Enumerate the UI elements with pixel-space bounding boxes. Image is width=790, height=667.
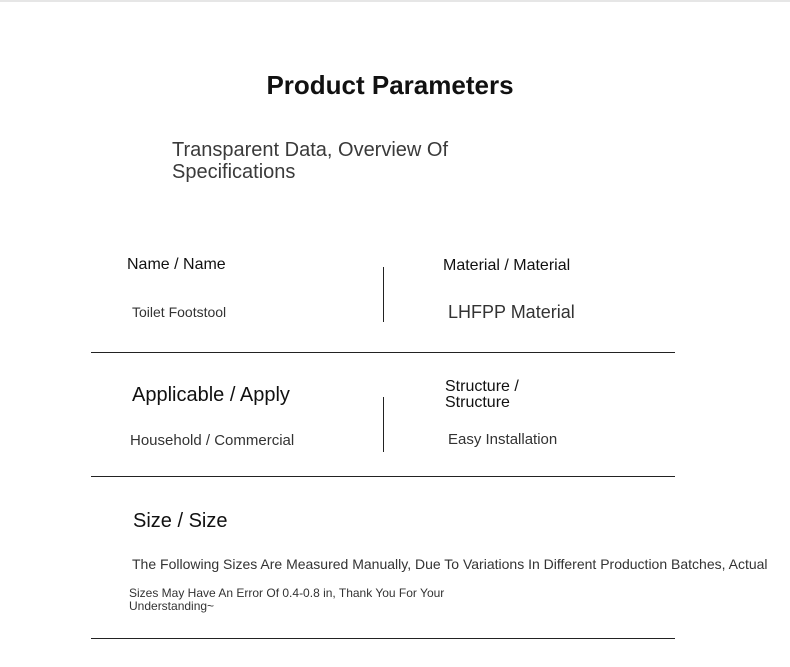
size-note-line2: Sizes May Have An Error Of 0.4-0.8 in, Thank You For Your Understanding~ [129,586,445,613]
name-label: Name / Name [127,256,226,273]
structure-value: Easy Installation [448,431,558,448]
name-value: Toilet Footstool [132,304,227,320]
applicable-value: Household / Commercial [130,432,295,449]
material-value: LHFPP Material [448,302,575,322]
top-border [0,0,790,2]
applicable-label: Applicable / Apply [132,384,290,406]
row-divider [91,352,675,353]
column-divider [383,267,384,322]
page-title: Product Parameters [266,70,514,100]
page-subtitle: Transparent Data, Overview Of Specifications [172,139,449,183]
row-divider [91,476,675,477]
structure-label [445,379,519,411]
structure-label-line2: Structure [445,394,510,411]
row-divider [91,638,675,639]
column-divider [383,397,384,452]
size-note-line1: The Following Sizes Are Measured Manually, Due To Variations In Different Production Batches, Actual [132,556,768,572]
structure-label-line1: Structure / [445,378,519,395]
material-label: Material / Material [443,257,571,274]
size-label: Size / Size [133,510,228,532]
